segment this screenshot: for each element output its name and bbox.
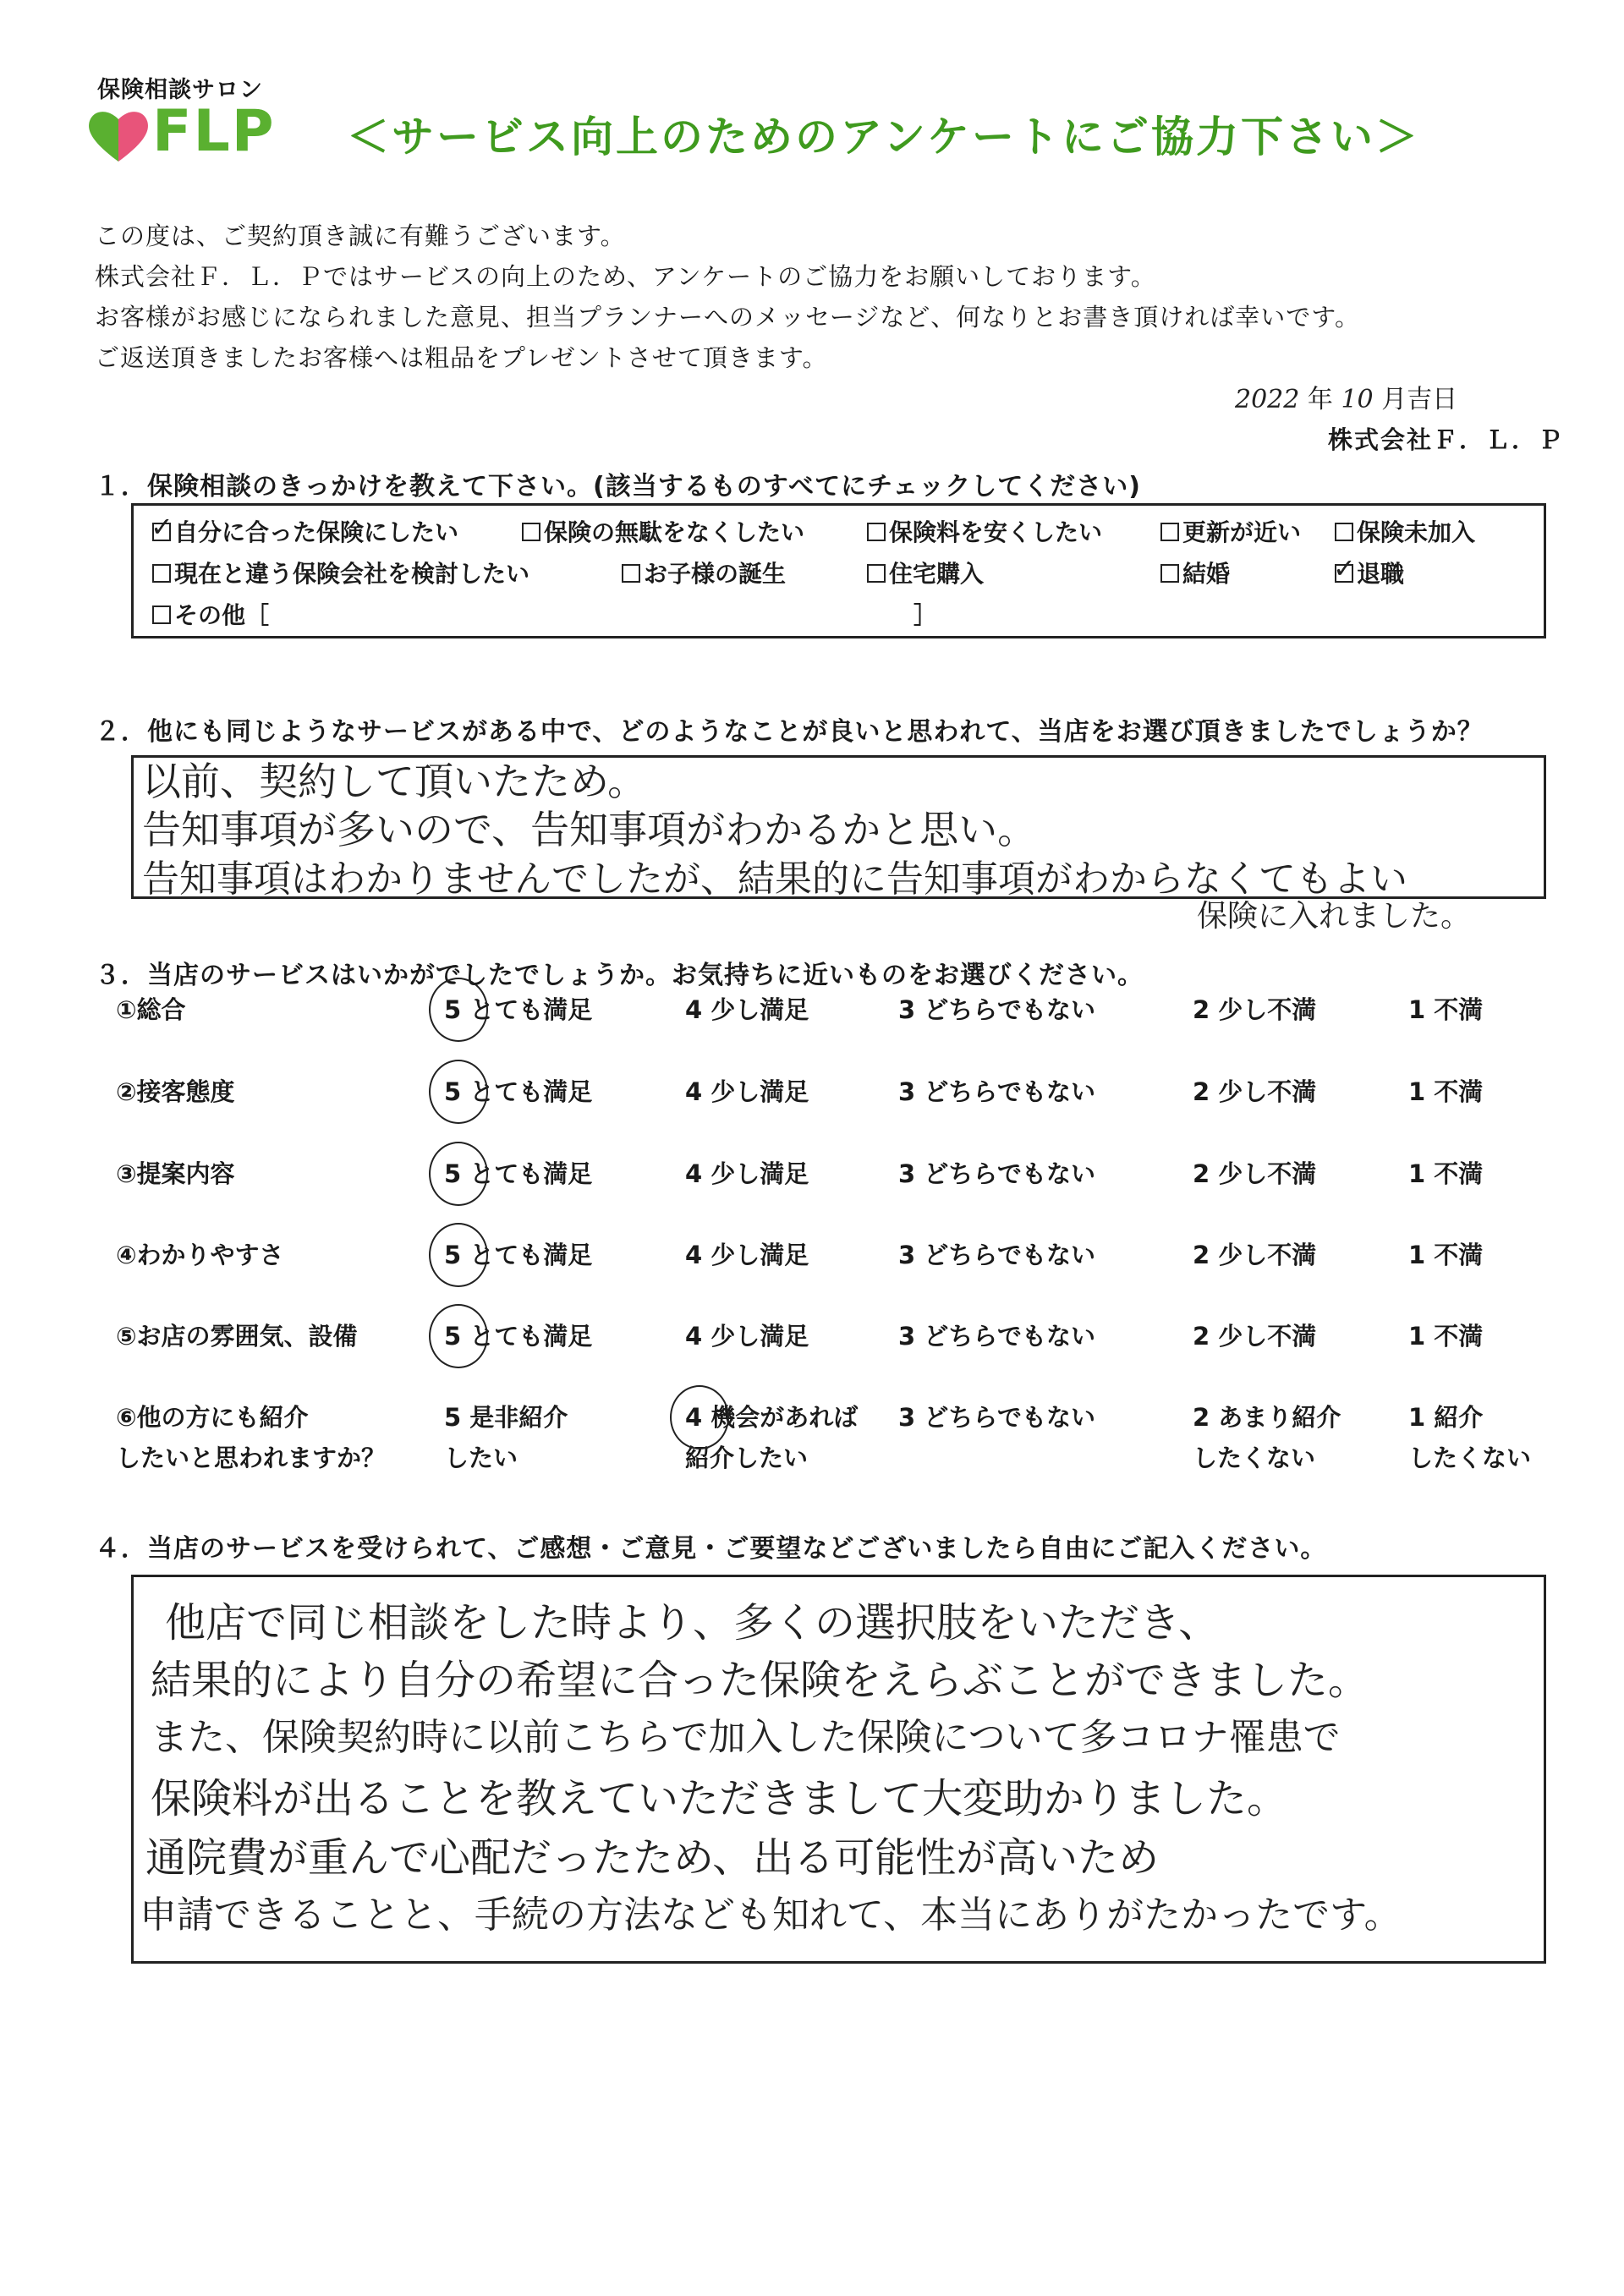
q1-option[interactable] <box>867 514 1102 548</box>
q4-answer-line: また、保険契約時に以前こちらで加入した保険について多コロナ罹患で <box>151 1716 1341 1759</box>
q1-option-label: その他［ <box>174 601 270 629</box>
q3-row-label-line: ②接客態度 <box>116 1077 235 1106</box>
q3-rating-option[interactable] <box>685 1235 809 1275</box>
q3-rating-option-text: 2 少し不満 <box>1193 1241 1317 1269</box>
brand-name: FLP <box>152 98 276 165</box>
checked-checkbox-icon[interactable] <box>151 511 173 543</box>
q2-answer-line: 以前、契約して頂いたため。 <box>142 759 647 804</box>
q3-rating-option-text: 2 少し不満 <box>1193 1077 1317 1106</box>
q3-row-label-line: ⑥他の方にも紹介 <box>116 1403 309 1432</box>
intro-line: この度は、ご契約頂き誠に有難うございます。 <box>95 222 626 250</box>
q3-rating-option-text: 4 少し満足 <box>685 1159 809 1188</box>
q3-rating-option[interactable] <box>444 989 592 1030</box>
q3-rating-option-text: 3 どちらでもない <box>898 995 1095 1024</box>
q3-row-label <box>116 1235 284 1275</box>
q3-rating-option[interactable] <box>685 1071 809 1112</box>
q3-rating-option-text: 1 不満 <box>1408 1159 1484 1188</box>
q3-rating-option[interactable] <box>898 989 1095 1030</box>
q3-rating-option[interactable] <box>898 1235 1095 1275</box>
q1-option-label: 更新が近い <box>1182 518 1302 546</box>
q3-rating-option[interactable] <box>444 1071 592 1112</box>
q3-rating-option[interactable] <box>1193 1153 1316 1194</box>
q1-option[interactable] <box>152 556 529 589</box>
q3-rating-option-text: 4 少し満足 <box>685 1077 809 1106</box>
q3-rating-option-text: 3 どちらでもない <box>898 1241 1095 1269</box>
q3-rating-option-text: 5 とても満足 <box>444 995 593 1024</box>
selected-circle-mark <box>429 1060 488 1124</box>
q4-answer-line: 結果的により自分の希望に合った保険をえらぶことができました。 <box>151 1657 1369 1704</box>
q1-heading: １．保険相談のきっかけを教えて下さい。(該当するものすべてにチェックしてください) <box>95 472 1141 501</box>
date <box>1235 378 1457 415</box>
q3-rating-option[interactable] <box>1408 1397 1531 1478</box>
q3-row-label <box>116 1397 386 1478</box>
q3-row-label <box>116 1071 235 1112</box>
q1-option[interactable] <box>522 514 804 548</box>
checkbox-icon[interactable] <box>152 606 171 624</box>
q3-row-label-line: ③提案内容 <box>116 1159 235 1188</box>
q3-rating-option-text: 1 不満 <box>1408 1241 1484 1269</box>
q2-heading: ２．他にも同じようなサービスがある中で、どのようなことが良いと思われて、当店をお選び頂きましたでしょうか？ <box>95 717 1484 747</box>
checked-checkbox-icon[interactable] <box>1333 552 1356 584</box>
intro-text <box>95 216 1360 378</box>
checkbox-icon[interactable] <box>1160 523 1179 541</box>
q3-rating-option[interactable] <box>444 1153 592 1194</box>
q3-rating-option[interactable] <box>1408 989 1483 1030</box>
q3-rating-option[interactable] <box>685 1153 809 1194</box>
selected-circle-mark <box>429 978 488 1042</box>
q3-rating-option[interactable] <box>1193 1071 1316 1112</box>
q4-answer-line: 他店で同じ相談をした時より、多くの選択肢をいただき、 <box>165 1599 1220 1647</box>
q3-rating-option-text: 5 とても満足 <box>444 1077 593 1106</box>
q1-option-label: 退職 <box>1357 560 1405 588</box>
q3-rating-option-text: 2 少し不満 <box>1193 995 1317 1024</box>
q3-row-label <box>116 1316 358 1356</box>
q3-rating-option[interactable] <box>685 1397 858 1478</box>
q1-option[interactable] <box>622 556 786 589</box>
q3-rating-option-text: 4 少し満足 <box>685 995 809 1024</box>
q3-rating-option-text: 1 不満 <box>1408 1077 1484 1106</box>
q3-rating-option[interactable] <box>898 1153 1095 1194</box>
q1-option-label: 現在と違う保険会社を検討したい <box>174 560 530 588</box>
q3-row-label <box>116 989 186 1030</box>
q4-heading: ４．当店のサービスを受けられて、ご感想・ご意見・ご要望などございましたら自由にご記入ください。 <box>95 1534 1327 1564</box>
q3-rating-option-text: したくない <box>1408 1444 1532 1472</box>
q3-heading: ３．当店のサービスはいかがでしたでしょうか。お気持ちに近いものをお選びください。 <box>95 961 1144 990</box>
q3-rating-option-text: したくない <box>1193 1444 1316 1472</box>
date-year: 2022 <box>1235 385 1300 414</box>
q3-rating-option[interactable] <box>1408 1153 1483 1194</box>
checkbox-icon[interactable] <box>867 523 886 541</box>
q1-option[interactable] <box>1160 556 1230 589</box>
q3-rating-option[interactable] <box>1193 1235 1316 1275</box>
q3-rating-option[interactable] <box>444 1235 592 1275</box>
q1-option[interactable] <box>152 597 269 631</box>
q1-option[interactable] <box>867 556 984 589</box>
q1-option-label: 結婚 <box>1182 560 1231 588</box>
page-title: ＜サービス向上のためのアンケートにご協力下さい＞ <box>347 112 1420 162</box>
q1-option-label: 住宅購入 <box>889 560 985 588</box>
date-month: 10 <box>1341 385 1374 414</box>
q3-rating-option-text: したい <box>444 1444 518 1472</box>
q1-option[interactable] <box>1335 514 1475 548</box>
q3-rating-option[interactable] <box>685 989 809 1030</box>
q3-rating-option-text: 2 少し不満 <box>1193 1322 1317 1351</box>
q3-rating-option-text: 3 どちらでもない <box>898 1403 1095 1432</box>
q1-option-label: 自分に合った保険にしたい <box>174 518 459 546</box>
q4-answer-line: 申請できることと、手続の方法なども知れて、本当にありがたかったです。 <box>140 1893 1402 1937</box>
q3-rating-option-text: 1 紹介 <box>1408 1403 1484 1432</box>
q3-row-label <box>116 1153 235 1194</box>
checkbox-icon[interactable] <box>622 564 640 583</box>
q3-rating-option-text: 紹介したい <box>685 1444 809 1472</box>
checkbox-icon[interactable] <box>1335 523 1353 541</box>
q3-row-label-line: したいと思われますか？ <box>116 1444 387 1472</box>
q3-rating-option[interactable] <box>444 1316 592 1356</box>
q1-option[interactable] <box>151 511 459 548</box>
selected-circle-mark <box>429 1223 488 1287</box>
q4-answer-line: 通院費が重んで心配だったため、出る可能性が高いため <box>145 1834 1160 1882</box>
brand-subtitle: 保険相談サロン <box>97 77 263 103</box>
q3-row-label-line: ⑤お店の雰囲気、設備 <box>116 1322 358 1351</box>
q3-rating-option[interactable] <box>685 1316 809 1356</box>
q3-rating-option-text: 2 少し不満 <box>1193 1159 1317 1188</box>
q1-option[interactable] <box>1160 514 1301 548</box>
q3-rating-option[interactable] <box>444 1397 568 1478</box>
q3-row-label-line: ④わかりやすさ <box>116 1241 284 1269</box>
selected-circle-mark <box>429 1142 488 1206</box>
q3-rating-option-text: 4 機会があれば <box>685 1403 859 1432</box>
company-name: 株式会社Ｆ．Ｌ．Ｐ <box>1328 425 1565 454</box>
checkmark-icon: ✓ <box>1333 552 1356 584</box>
q3-row-label-line: ①総合 <box>116 995 186 1024</box>
q3-rating-option-text: 3 どちらでもない <box>898 1077 1095 1106</box>
q3-rating-option-text: 5 とても満足 <box>444 1241 593 1269</box>
q3-rating-option[interactable] <box>898 1397 1095 1438</box>
q3-rating-option-text: 3 どちらでもない <box>898 1322 1095 1351</box>
q3-rating-option-text: 3 どちらでもない <box>898 1159 1095 1188</box>
selected-circle-mark <box>670 1385 729 1449</box>
q3-rating-option-text: 4 少し満足 <box>685 1241 809 1269</box>
checkbox-icon[interactable] <box>1160 564 1179 583</box>
q3-rating-option-text: 5 とても満足 <box>444 1322 593 1351</box>
checkmark-icon: ✓ <box>151 511 173 543</box>
q3-rating-option-text: 4 少し満足 <box>685 1322 809 1351</box>
q1-option-label: 保険未加入 <box>1357 518 1476 546</box>
q3-rating-option-text: 1 不満 <box>1408 1322 1484 1351</box>
q3-rating-option-text: 2 あまり紹介 <box>1193 1403 1341 1432</box>
q3-rating-option-text: 5 とても満足 <box>444 1159 593 1188</box>
q1-other-close: ］ <box>914 601 938 629</box>
selected-circle-mark <box>429 1304 488 1368</box>
heart-logo-icon <box>85 106 152 165</box>
q4-answer-line: 保険料が出ることを教えていただきまして大変助かりました。 <box>151 1775 1288 1822</box>
q3-rating-option[interactable] <box>1193 1316 1316 1356</box>
q2-answer-line: 告知事項はわかりませんでしたが、結果的に告知事項がわからなくてもよい <box>142 858 1407 901</box>
checkbox-icon[interactable] <box>152 564 171 583</box>
checkbox-icon[interactable] <box>867 564 886 583</box>
q1-option-label: お子様の誕生 <box>644 560 787 588</box>
q3-rating-option-text: 1 不満 <box>1408 995 1484 1024</box>
date-year-label: 年 <box>1307 385 1333 414</box>
q3-rating-option[interactable] <box>1408 1316 1483 1356</box>
q3-rating-option[interactable] <box>898 1071 1095 1112</box>
q3-rating-option[interactable] <box>1408 1235 1483 1275</box>
q1-option-label: 保険料を安くしたい <box>889 518 1103 546</box>
q3-rating-option[interactable] <box>898 1316 1095 1356</box>
checkbox-icon[interactable] <box>522 523 540 541</box>
q2-answer-line: 告知事項が多いので、告知事項がわかるかと思い。 <box>142 807 1037 852</box>
q3-rating-option[interactable] <box>1193 989 1316 1030</box>
q1-option-label: 保険の無駄をなくしたい <box>544 518 805 546</box>
q3-rating-option[interactable] <box>1408 1071 1483 1112</box>
intro-line: ご返送頂きましたお客様へは粗品をプレゼントさせて頂きます。 <box>95 343 828 372</box>
intro-line: 株式会社Ｆ．Ｌ．Ｐではサービスの向上のため、アンケートのご協力をお願いしております。 <box>95 262 1156 291</box>
q3-rating-option[interactable] <box>1193 1397 1341 1478</box>
q2-answer-line: 保険に入れました。 <box>1197 899 1472 934</box>
date-month-label: 月吉日 <box>1381 385 1458 414</box>
q3-rating-option-text: 5 是非紹介 <box>444 1403 568 1432</box>
intro-line: お客様がお感じになられました意見、担当プランナーへのメッセージなど、何なりとお書き頂ければ幸いです。 <box>95 303 1360 332</box>
q1-option[interactable] <box>1333 552 1405 589</box>
